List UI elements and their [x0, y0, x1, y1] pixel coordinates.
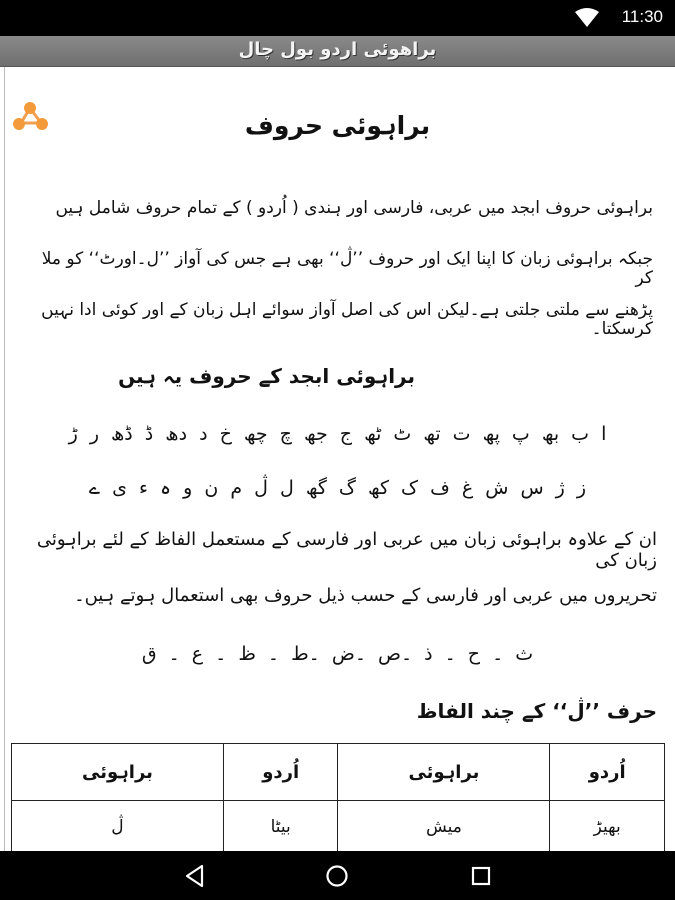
share-icon[interactable] — [8, 99, 52, 143]
paragraph-line-3: پڑھنے سے ملتی جلتی ہے۔لیکن اس کی اصل آواز سوائے اہل زبان کے اور کوئی ادا نہیں کرسکتا۔ — [41, 300, 653, 339]
paragraph-2-line-1: ان کے علاوہ براہوئی زبان میں عربی اور فارسی کے مستعمل الفاظ کے لئے براہوئی زبان کی — [36, 529, 657, 571]
recents-square-icon[interactable] — [468, 863, 494, 889]
table-cell: بیٹا — [223, 801, 338, 852]
app-title: براهوئی اردو بول چال — [238, 39, 437, 60]
table-cell: میش — [338, 801, 550, 852]
status-time: 11:30 — [621, 7, 663, 26]
alphabet-subheading: براہوئی ابجد کے حروف یہ ہیں — [118, 364, 415, 388]
home-circle-icon[interactable] — [324, 863, 350, 889]
left-divider — [4, 67, 5, 851]
navigation-bar — [0, 851, 675, 900]
back-triangle-icon[interactable] — [182, 863, 208, 889]
status-bar — [0, 0, 675, 36]
wifi-icon — [575, 8, 599, 28]
section-heading: حرف ’’ڷ‘‘ کے چند الفاظ — [416, 699, 657, 723]
words-table — [11, 743, 665, 851]
table-header-row — [12, 744, 665, 801]
letters-line-1: ا ب بھ پ پھ ت تھ ٹ ٹھ ج جھ چ چھ خ د دھ ڈ ڈھ ر ڑ — [68, 423, 607, 445]
paragraph-line-2: جبکہ براہوئی زبان کا اپنا ایک اور حروف ’’ڷ‘‘ بھی ہے جس کی آواز ’’ل۔اورٹ‘‘ کو ملا کر — [41, 249, 653, 288]
table-header-cell: اُردو — [223, 744, 338, 801]
content-area[interactable] — [0, 67, 675, 851]
table-header-cell: براہوئی — [338, 744, 550, 801]
paragraph-line-1: براہوئی حروف ابجد میں عربی، فارسی اور ہندی ( اُردو ) کے تمام حروف شامل ہیں — [55, 198, 653, 218]
table-header-cell: اُردو — [550, 744, 665, 801]
app-bar — [0, 36, 675, 67]
table-cell: ڷ — [12, 801, 224, 852]
table-header-cell: براہوئی — [12, 744, 224, 801]
page-heading: براہوئی حروف — [244, 111, 431, 140]
paragraph-2-line-2: تحریروں میں عربی اور فارسی کے حسب ذیل حروف بھی استعمال ہوتے ہیں۔ — [74, 585, 657, 606]
table-cell: بھیڑ — [550, 801, 665, 852]
extra-letters: ث ۔ ح ۔ ذ ۔ص ۔ض ۔ط ۔ ظ ۔ ع ۔ ق — [141, 643, 534, 665]
table-row — [12, 801, 665, 852]
letters-line-2: ز ژ س ش غ ف ک کھ گ گھ ل ڷ م ن و ہ ء ی ے — [88, 477, 587, 499]
